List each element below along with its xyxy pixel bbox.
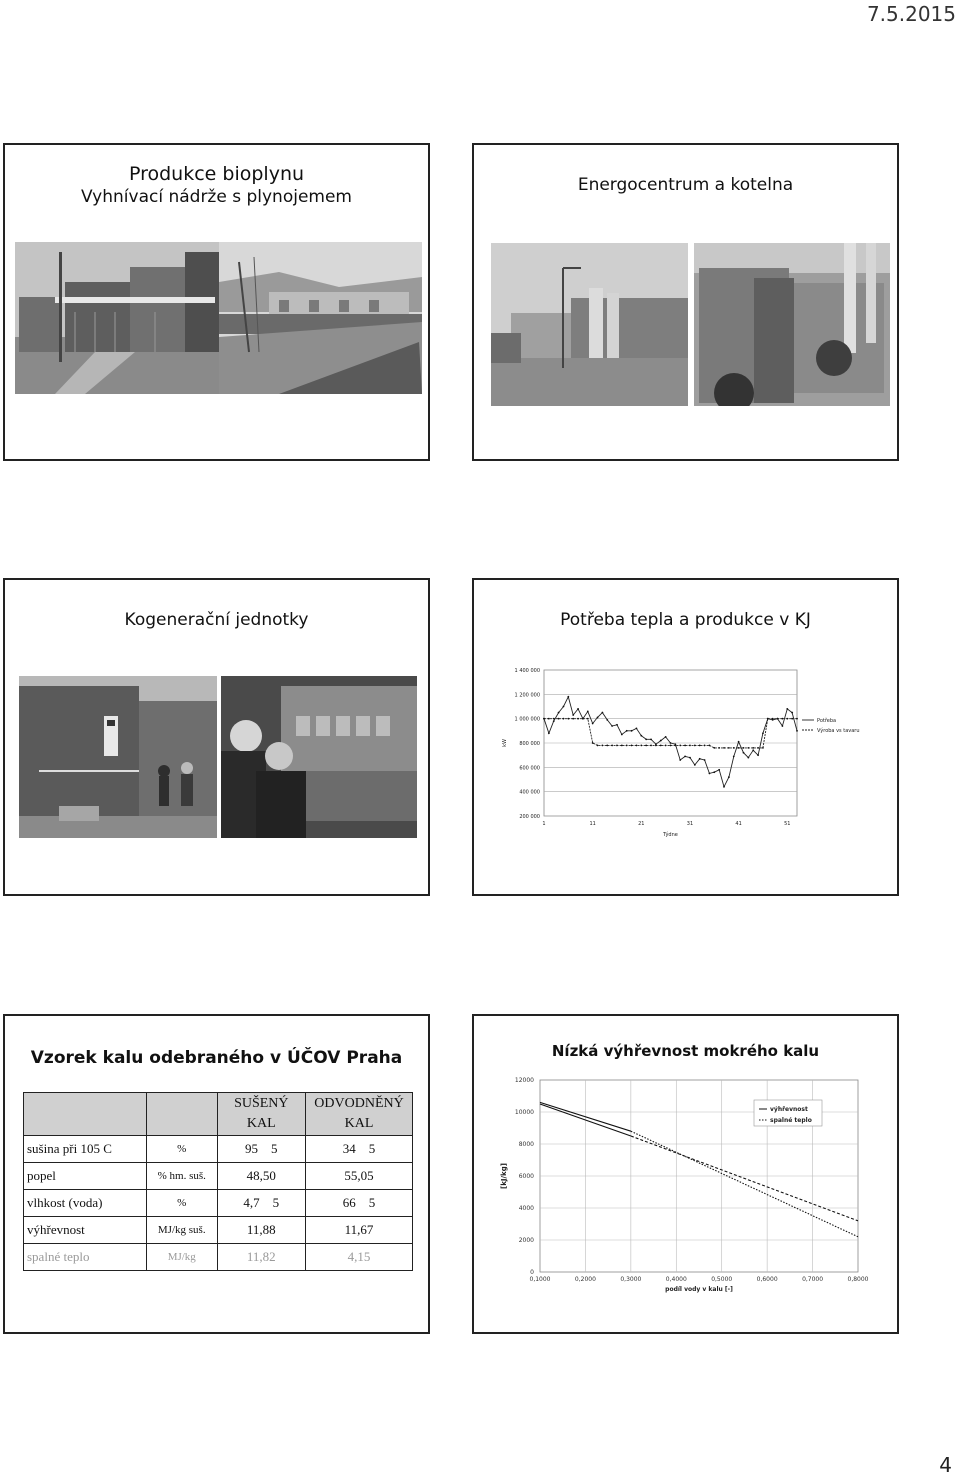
table-row: [24, 1190, 413, 1217]
data-point: [616, 745, 618, 747]
data-point: [558, 712, 560, 714]
x-tick-label: 0,3000: [620, 1276, 642, 1283]
table-header-row: [24, 1093, 413, 1136]
table-row: [24, 1217, 413, 1244]
data-point: [796, 730, 798, 732]
data-point: [606, 745, 608, 747]
data-point: [587, 710, 589, 712]
data-point: [704, 759, 706, 761]
data-point: [597, 745, 599, 747]
wet-value-cell: 55,05: [306, 1163, 413, 1190]
wet-value-cell: 11,67: [306, 1217, 413, 1244]
y-tick-label: 8000: [518, 1141, 534, 1148]
data-point: [679, 759, 681, 761]
data-point: [611, 745, 613, 747]
data-point: [553, 718, 555, 720]
data-point: [796, 718, 798, 720]
dry-value-cell: 11,82: [217, 1244, 305, 1271]
x-tick-label: 0,2000: [574, 1276, 596, 1283]
data-point: [772, 718, 774, 720]
table-header-wet-label: ODVODNĚNÝ KAL: [314, 1096, 404, 1131]
data-point: [543, 718, 545, 720]
slide-title: Kogenerační jednotky: [124, 610, 309, 630]
data-point: [577, 718, 579, 720]
data-point: [684, 755, 686, 757]
legend-label: spalné teplo: [770, 1117, 812, 1124]
data-point: [606, 719, 608, 721]
river-tanks-photo: [219, 242, 422, 394]
data-point: [689, 745, 691, 747]
param-cell: vlhkost (voda): [24, 1190, 147, 1217]
y-axis-label: kW: [502, 739, 508, 747]
wet-value-cell: 34 5: [306, 1136, 413, 1163]
x-tick-label: 51: [784, 821, 791, 827]
slide-produkce-bioplynu: [3, 143, 430, 461]
y-tick-label: 800 000: [519, 741, 540, 747]
data-point: [548, 718, 550, 720]
data-point: [670, 745, 672, 747]
data-point: [757, 747, 759, 749]
param-cell: popel: [24, 1163, 147, 1190]
x-tick-label: 21: [638, 821, 645, 827]
data-point: [572, 714, 574, 716]
data-point: [791, 712, 793, 714]
x-tick-label: 41: [735, 821, 742, 827]
calorific-value-chart: [484, 1070, 884, 1310]
param-cell: sušina při 105 C: [24, 1136, 147, 1163]
x-tick-label: 0,5000: [711, 1276, 733, 1283]
data-point: [563, 706, 565, 708]
y-axis-label: [kJ/kg]: [500, 1163, 508, 1189]
data-point: [713, 747, 715, 749]
data-point: [782, 725, 784, 727]
x-tick-label: 0,8000: [847, 1276, 869, 1283]
table-header-cell: [24, 1093, 147, 1136]
data-point: [699, 758, 701, 760]
data-point: [709, 773, 711, 775]
unit-cell: % hm. suš.: [146, 1163, 217, 1190]
cogeneration-units-exterior-photo: [19, 676, 217, 838]
digester-tanks-photo: [15, 242, 219, 394]
slide-kogeneracni-jednotky: [3, 578, 430, 896]
x-tick-label: 0,7000: [802, 1276, 824, 1283]
x-tick-label: 0,6000: [756, 1276, 778, 1283]
y-tick-label: 0: [530, 1269, 534, 1276]
wet-value-cell: 4,15: [306, 1244, 413, 1271]
table-header-dry: [217, 1093, 305, 1136]
table-row: [24, 1136, 413, 1163]
data-point: [728, 776, 730, 778]
data-point: [733, 755, 735, 757]
data-point: [684, 745, 686, 747]
data-point: [655, 745, 657, 747]
data-point: [791, 718, 793, 720]
data-point: [636, 745, 638, 747]
data-point: [640, 745, 642, 747]
dry-value-cell: 95 5: [217, 1136, 305, 1163]
x-tick-label: 0,1000: [529, 1276, 551, 1283]
data-point: [718, 747, 720, 749]
y-tick-label: 4000: [518, 1205, 534, 1212]
data-point: [640, 735, 642, 737]
y-tick-label: 600 000: [519, 765, 540, 772]
dry-value-cell: 4,7 5: [217, 1190, 305, 1217]
data-point: [699, 745, 701, 747]
data-point: [645, 738, 647, 740]
data-point: [747, 747, 749, 749]
data-point: [762, 747, 764, 749]
data-point: [650, 745, 652, 747]
data-point: [601, 712, 603, 714]
document-date: 7.5.2015: [866, 2, 956, 26]
y-tick-label: 1 200 000: [514, 692, 540, 699]
x-tick-label: 31: [686, 821, 694, 827]
y-tick-label: 10000: [514, 1109, 534, 1116]
data-point: [728, 747, 730, 749]
data-point: [626, 745, 628, 747]
sludge-sample-table: [23, 1092, 413, 1271]
data-point: [762, 732, 764, 734]
data-point: [743, 747, 745, 749]
data-point: [587, 718, 589, 720]
data-point: [665, 745, 667, 747]
data-point: [553, 720, 555, 722]
unit-cell: %: [146, 1190, 217, 1217]
data-point: [592, 742, 594, 744]
slide-title: Potřeba tepla a produkce v KJ: [560, 610, 811, 630]
data-point: [713, 771, 715, 773]
data-point: [601, 745, 603, 747]
heat-demand-chart: [492, 662, 882, 852]
data-point: [733, 747, 735, 749]
legend-label: Potřeba: [817, 718, 837, 724]
data-point: [567, 696, 569, 698]
data-point: [694, 745, 696, 747]
data-point: [631, 730, 633, 732]
data-point: [689, 757, 691, 759]
x-axis-label: podíl vody v kalu [-]: [665, 1286, 733, 1293]
data-point: [767, 718, 769, 720]
data-point: [704, 745, 706, 747]
param-cell: výhřevnost: [24, 1217, 147, 1244]
data-point: [752, 747, 754, 749]
param-cell: spalné teplo: [24, 1244, 147, 1271]
slide-nizka-vyhrevnost: [472, 1014, 899, 1334]
data-point: [679, 745, 681, 747]
x-tick-label: 0,4000: [665, 1276, 687, 1283]
data-point: [723, 747, 725, 749]
page-number: 4: [939, 1453, 952, 1477]
data-point: [660, 740, 662, 742]
y-tick-label: 200 000: [519, 814, 540, 820]
data-point: [738, 747, 740, 749]
data-point: [718, 769, 720, 771]
data-point: [611, 725, 613, 727]
x-tick-label: 11: [589, 821, 596, 827]
data-point: [626, 730, 628, 732]
unit-cell: %: [146, 1136, 217, 1163]
data-point: [592, 723, 594, 725]
data-point: [621, 745, 623, 747]
data-point: [752, 749, 754, 751]
data-point: [709, 745, 711, 747]
slide-potreba-tepla: [472, 578, 899, 896]
table-header-cell: [146, 1093, 217, 1136]
data-point: [757, 754, 759, 756]
legend-label: výhřevnost: [770, 1106, 808, 1113]
slide-energocentrum: [472, 143, 899, 461]
data-point: [650, 738, 652, 740]
data-point: [645, 745, 647, 747]
data-point: [782, 718, 784, 720]
table-header-wet: [306, 1093, 413, 1136]
data-point: [723, 786, 725, 788]
data-point: [786, 718, 788, 720]
table-header-dry-label: SUŠENÝ KAL: [234, 1096, 289, 1131]
wet-value-cell: 66 5: [306, 1190, 413, 1217]
data-point: [548, 732, 550, 734]
energocentrum-exterior-photo: [491, 243, 688, 406]
data-point: [577, 708, 579, 710]
x-axis-label: Týdne: [663, 832, 678, 838]
data-point: [567, 718, 569, 720]
data-point: [563, 718, 565, 720]
unit-cell: MJ/kg suš.: [146, 1217, 217, 1244]
data-point: [597, 717, 599, 719]
slide-title: Energocentrum a kotelna: [577, 175, 794, 195]
data-point: [738, 741, 740, 743]
boiler-room-photo: [694, 243, 890, 406]
data-point: [670, 742, 672, 744]
table-row: [24, 1163, 413, 1190]
data-point: [665, 736, 667, 738]
data-point: [777, 718, 779, 720]
y-tick-label: 6000: [518, 1173, 534, 1180]
data-point: [786, 708, 788, 710]
y-tick-label: 12000: [514, 1077, 534, 1084]
data-point: [558, 718, 560, 720]
slide-vzorek-kalu: [3, 1014, 430, 1334]
data-point: [636, 728, 638, 730]
slide-subtitle: Vyhnívací nádrže s plynojemem: [81, 187, 352, 207]
slide-title: Nízká výhřevnost mokrého kalu: [551, 1042, 820, 1060]
data-point: [747, 757, 749, 759]
slide-title: Vzorek kalu odebraného v ÚČOV Praha: [30, 1048, 403, 1068]
y-tick-label: 1 000 000: [514, 716, 540, 723]
y-tick-label: 1 400 000: [514, 668, 540, 674]
unit-cell: MJ/kg: [146, 1244, 217, 1271]
data-point: [572, 718, 574, 720]
data-point: [660, 745, 662, 747]
slide-title: Produkce bioplynu: [128, 163, 305, 185]
data-point: [582, 718, 584, 720]
y-tick-label: 2000: [518, 1237, 534, 1244]
data-point: [621, 734, 623, 736]
y-tick-label: 400 000: [519, 789, 540, 796]
legend-label: Výroba vs tavaru: [817, 728, 860, 734]
x-tick-label: 1: [542, 821, 546, 827]
dry-value-cell: 48,50: [217, 1163, 305, 1190]
data-point: [631, 745, 633, 747]
data-point: [616, 724, 618, 726]
data-point: [694, 764, 696, 766]
data-point: [743, 752, 745, 754]
dry-value-cell: 11,88: [217, 1217, 305, 1244]
data-point: [674, 745, 676, 747]
cogeneration-engine-photo: [221, 676, 417, 838]
table-row: [24, 1244, 413, 1271]
